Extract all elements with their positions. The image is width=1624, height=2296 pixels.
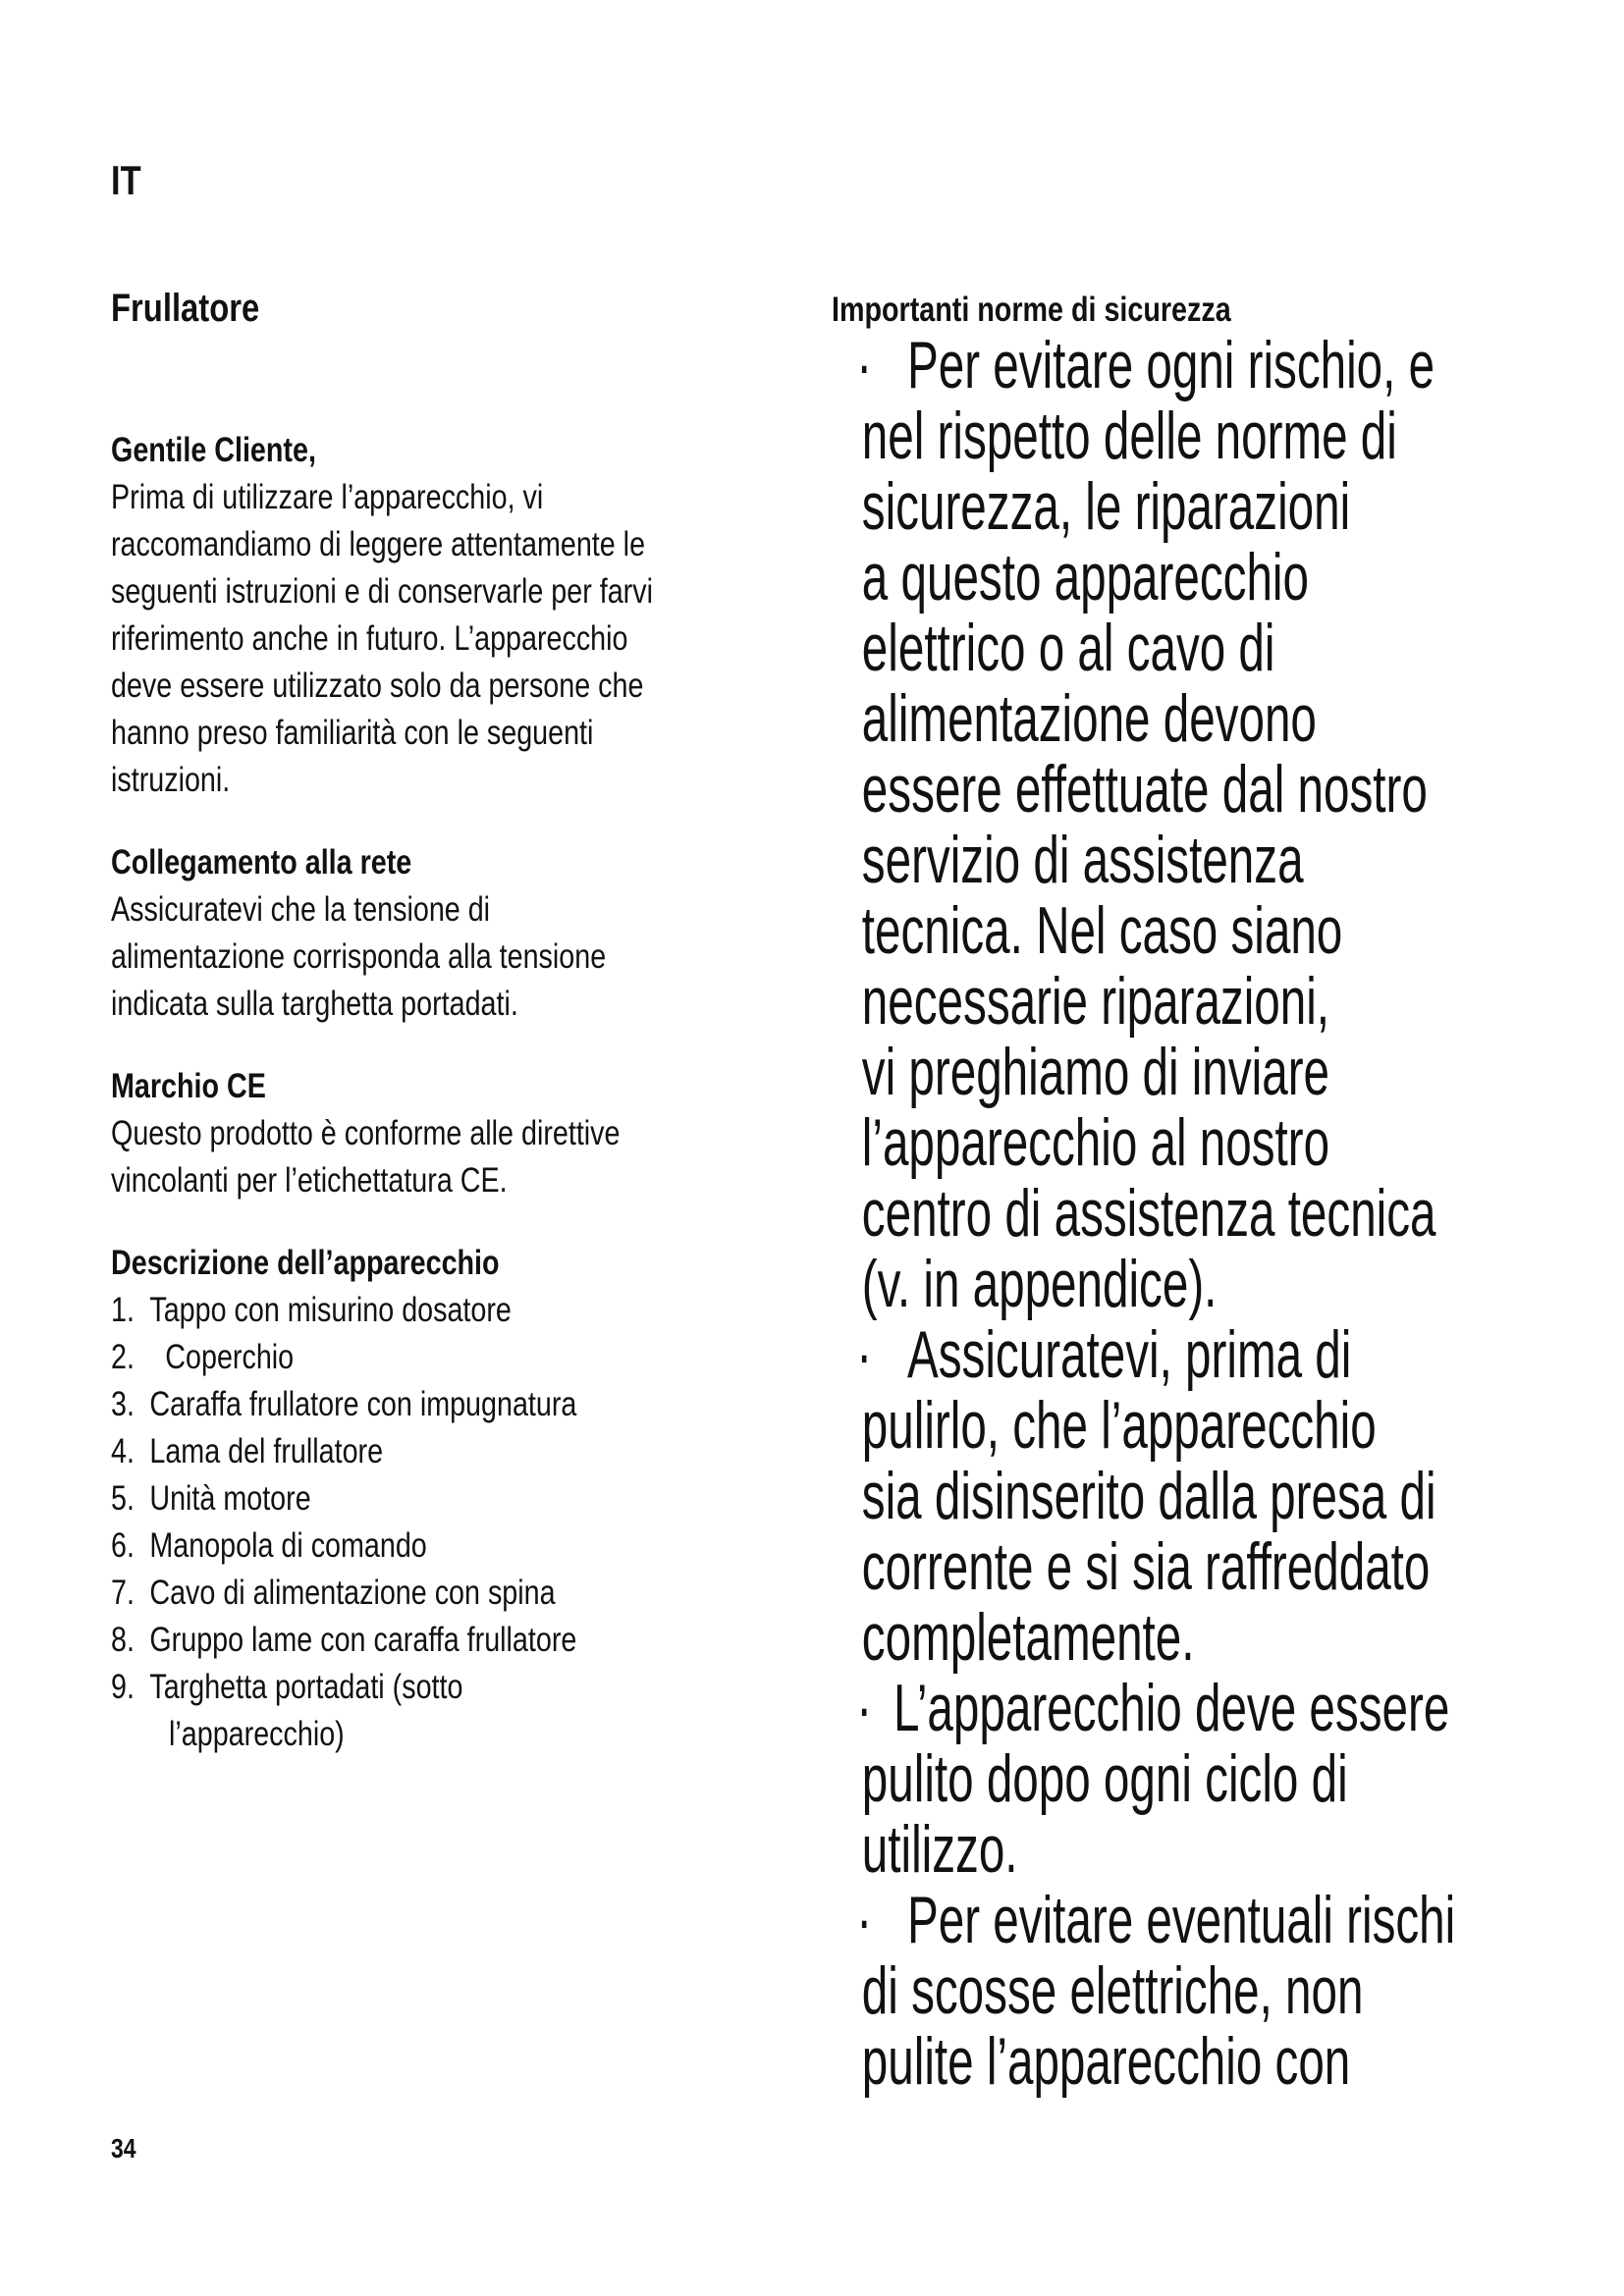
description-section: [111, 1240, 818, 1758]
list-item: [111, 1617, 818, 1664]
page-number: 34: [111, 2133, 136, 2163]
greeting-line: hanno preso familiarità con le seguenti: [111, 714, 594, 752]
list-item: [111, 1570, 818, 1617]
safety-line: completamente.: [861, 1600, 1195, 1675]
safety-list: [832, 330, 1568, 2097]
item-text: Cavo di alimentazione con spina: [149, 1574, 556, 1612]
item-text: Manopola di comando: [149, 1526, 427, 1565]
safety-line: corrente e si sia raffreddato: [861, 1529, 1431, 1604]
item-text: Lama del frullatore: [149, 1432, 384, 1470]
list-item: [111, 1428, 818, 1475]
safety-line: a questo apparecchio: [861, 540, 1309, 614]
ce-section: [111, 1063, 818, 1204]
bullet-icon: ·: [856, 328, 873, 402]
greeting-line: seguenti istruzioni e di conservarle per farvi: [111, 572, 653, 611]
safety-line: Assicuratevi, prima di: [907, 1317, 1352, 1392]
safety-item: [832, 330, 1568, 1319]
safety-item: [832, 1885, 1568, 2097]
greeting-section: [111, 427, 818, 804]
item-number: 2.: [111, 1338, 135, 1376]
description-heading: Descrizione dell’apparecchio: [111, 1244, 500, 1282]
safety-line: pulito dopo ogni ciclo di: [861, 1741, 1348, 1816]
item-number: 1.: [111, 1291, 135, 1329]
connection-line: indicata sulla targhetta portadati.: [111, 985, 518, 1023]
bullet-icon: ·: [856, 1671, 873, 1745]
item-text-continuation: l’apparecchio): [169, 1715, 345, 1753]
list-item: [111, 1381, 818, 1428]
safety-line: (v. in appendice).: [861, 1247, 1218, 1321]
safety-line: Per evitare ogni rischio, e: [907, 328, 1435, 402]
bullet-icon: ·: [856, 1317, 873, 1392]
list-item: [111, 1475, 818, 1522]
item-text: Targhetta portadati (sotto: [149, 1668, 463, 1706]
greeting-line: raccomandiamo di leggere attentamente le: [111, 525, 646, 563]
ce-line: Questo prodotto è conforme alle direttive: [111, 1114, 621, 1152]
safety-line: l’apparecchio al nostro: [861, 1105, 1330, 1180]
safety-line: tecnica. Nel caso siano: [861, 893, 1343, 968]
list-item: [111, 1334, 818, 1381]
safety-line: servizio di assistenza: [861, 823, 1304, 897]
item-number: 5.: [111, 1479, 135, 1518]
safety-line: necessarie riparazioni,: [861, 964, 1330, 1039]
safety-line: vi preghiamo di inviare: [861, 1035, 1330, 1109]
language-code: IT: [111, 157, 141, 203]
item-text: Tappo con misurino dosatore: [149, 1291, 512, 1329]
ce-line: vincolanti per l’etichettatura CE.: [111, 1161, 508, 1200]
page-title: Frullatore: [111, 287, 260, 330]
safety-line: L’apparecchio deve essere: [893, 1671, 1450, 1745]
item-number: 7.: [111, 1574, 135, 1612]
parts-list: [111, 1287, 818, 1758]
safety-line: pulirlo, che l’apparecchio: [861, 1388, 1377, 1463]
item-text: Coperchio: [149, 1338, 295, 1376]
safety-line: sia disinserito dalla presa di: [861, 1459, 1436, 1533]
connection-line: Assicuratevi che la tensione di: [111, 890, 491, 929]
greeting-line: riferimento anche in futuro. L’apparecchio: [111, 619, 628, 658]
greeting-line: deve essere utilizzato solo da persone che: [111, 667, 644, 705]
connection-section: [111, 839, 818, 1028]
safety-line: utilizzo.: [861, 1812, 1018, 1887]
item-text: Caraffa frullatore con impugnatura: [149, 1385, 577, 1423]
greeting-line: Prima di utilizzare l’apparecchio, vi: [111, 478, 544, 516]
safety-line: di scosse elettriche, non: [861, 1953, 1364, 2028]
list-item: [111, 1287, 818, 1334]
safety-line: alimentazione devono: [861, 681, 1317, 756]
ce-heading: Marchio CE: [111, 1067, 266, 1105]
safety-line: Per evitare eventuali rischi: [907, 1883, 1456, 1957]
safety-heading: Importanti norme di sicurezza: [832, 291, 1231, 329]
right-column: [832, 287, 1568, 2097]
item-number: 4.: [111, 1432, 135, 1470]
list-item: [111, 1664, 818, 1758]
left-column: [111, 287, 818, 1758]
item-number: 9.: [111, 1668, 135, 1706]
item-text: Gruppo lame con caraffa frullatore: [149, 1621, 577, 1659]
safety-line: centro di assistenza tecnica: [861, 1176, 1436, 1251]
safety-line: pulite l’apparecchio con: [861, 2024, 1351, 2099]
safety-item: [832, 1673, 1568, 1885]
safety-line: nel rispetto delle norme di: [861, 399, 1397, 473]
item-text: Unità motore: [149, 1479, 311, 1518]
item-number: 8.: [111, 1621, 135, 1659]
safety-line: elettrico o al cavo di: [861, 611, 1275, 685]
greeting-line: istruzioni.: [111, 761, 231, 799]
connection-heading: Collegamento alla rete: [111, 843, 412, 881]
safety-item: [832, 1319, 1568, 1673]
safety-line: essere effettuate dal nostro: [861, 752, 1428, 827]
bullet-icon: ·: [856, 1883, 873, 1957]
connection-line: alimentazione corrisponda alla tensione: [111, 937, 607, 976]
item-number: 6.: [111, 1526, 135, 1565]
safety-line: sicurezza, le riparazioni: [861, 469, 1351, 544]
greeting-heading: Gentile Cliente,: [111, 431, 316, 469]
item-number: 3.: [111, 1385, 135, 1423]
list-item: [111, 1522, 818, 1570]
